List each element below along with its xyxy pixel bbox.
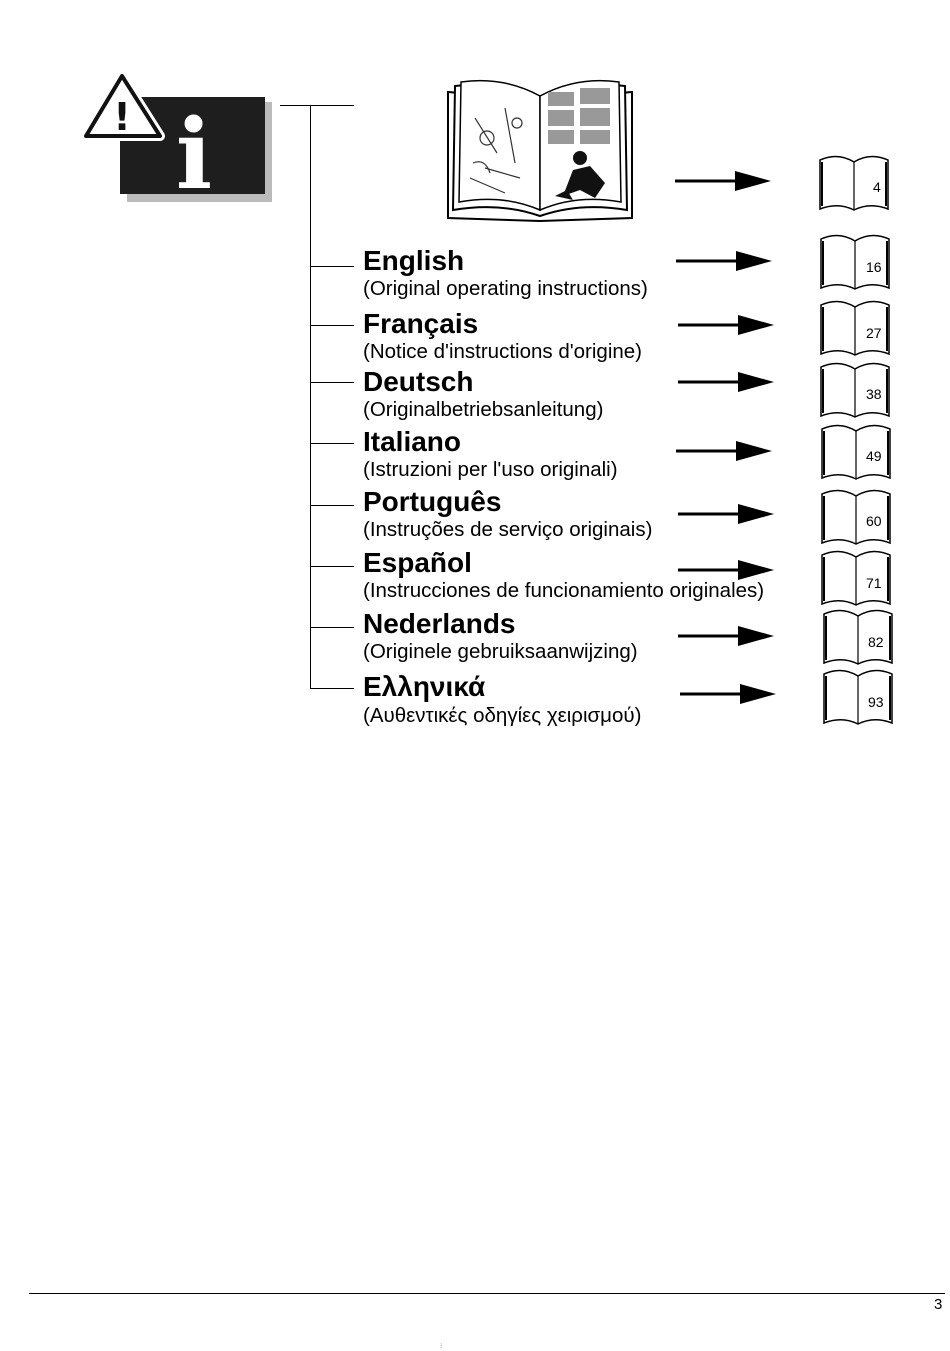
illustration-arrow	[675, 170, 771, 192]
language-name: Italiano	[363, 426, 462, 457]
language-subtitle: (Originele gebruiksaanwijzing)	[363, 640, 638, 663]
branch-line	[310, 627, 354, 628]
page-number: 27	[866, 325, 882, 341]
arrow-icon	[678, 314, 774, 336]
arrow-icon	[678, 503, 774, 525]
page-number: 93	[868, 694, 884, 710]
language-subtitle: (Instrucciones de funcionamiento originales)	[363, 579, 765, 602]
branch-line	[310, 325, 354, 326]
language-subtitle: (Notice d'instructions d'origine)	[363, 340, 643, 363]
arrow-icon	[676, 440, 772, 462]
branch-line	[310, 443, 354, 444]
footer-page-number: 3	[934, 1296, 943, 1313]
language-subtitle: (Originalbetriebsanleitung)	[363, 398, 604, 421]
arrow-icon	[680, 683, 776, 705]
arrow-icon	[678, 371, 774, 393]
language-name: Français	[363, 308, 479, 339]
open-manual-illustration	[445, 78, 635, 224]
language-subtitle: (Istruzioni per l'uso originali)	[363, 458, 618, 481]
language-subtitle: (Instruções de serviço originais)	[363, 518, 653, 541]
branch-line	[310, 266, 354, 267]
branch-line	[310, 382, 354, 383]
language-subtitle: (Original operating instructions)	[363, 277, 648, 300]
language-name: Nederlands	[363, 608, 516, 639]
language-subtitle: (Αυθεντικές οδηγίες χειρισμού)	[363, 704, 642, 727]
language-name: Español	[363, 547, 472, 578]
warning-icon: !	[113, 95, 131, 139]
footer-mark: ⁝	[440, 1343, 443, 1350]
page-number-illustration: 4	[873, 179, 881, 195]
language-name: English	[363, 245, 465, 276]
tree-trunk	[310, 105, 311, 688]
warning-info-icon	[82, 70, 277, 206]
page-number: 16	[866, 259, 882, 275]
language-name: Português	[363, 486, 502, 517]
info-icon: i	[175, 98, 213, 206]
footer-rule	[29, 1293, 945, 1294]
page-number: 82	[868, 634, 884, 650]
branch-line	[310, 688, 354, 689]
branch-line	[310, 505, 354, 506]
top-connector	[280, 105, 354, 106]
language-name: Deutsch	[363, 366, 474, 397]
language-name: Ελληνικά	[363, 671, 486, 702]
page-number: 49	[866, 448, 882, 464]
arrow-icon	[676, 250, 772, 272]
branch-line	[310, 566, 354, 567]
page-number: 60	[866, 513, 882, 529]
arrow-icon	[678, 625, 774, 647]
page-number: 71	[866, 575, 882, 591]
arrow-icon	[678, 559, 774, 581]
page-number: 38	[866, 386, 882, 402]
